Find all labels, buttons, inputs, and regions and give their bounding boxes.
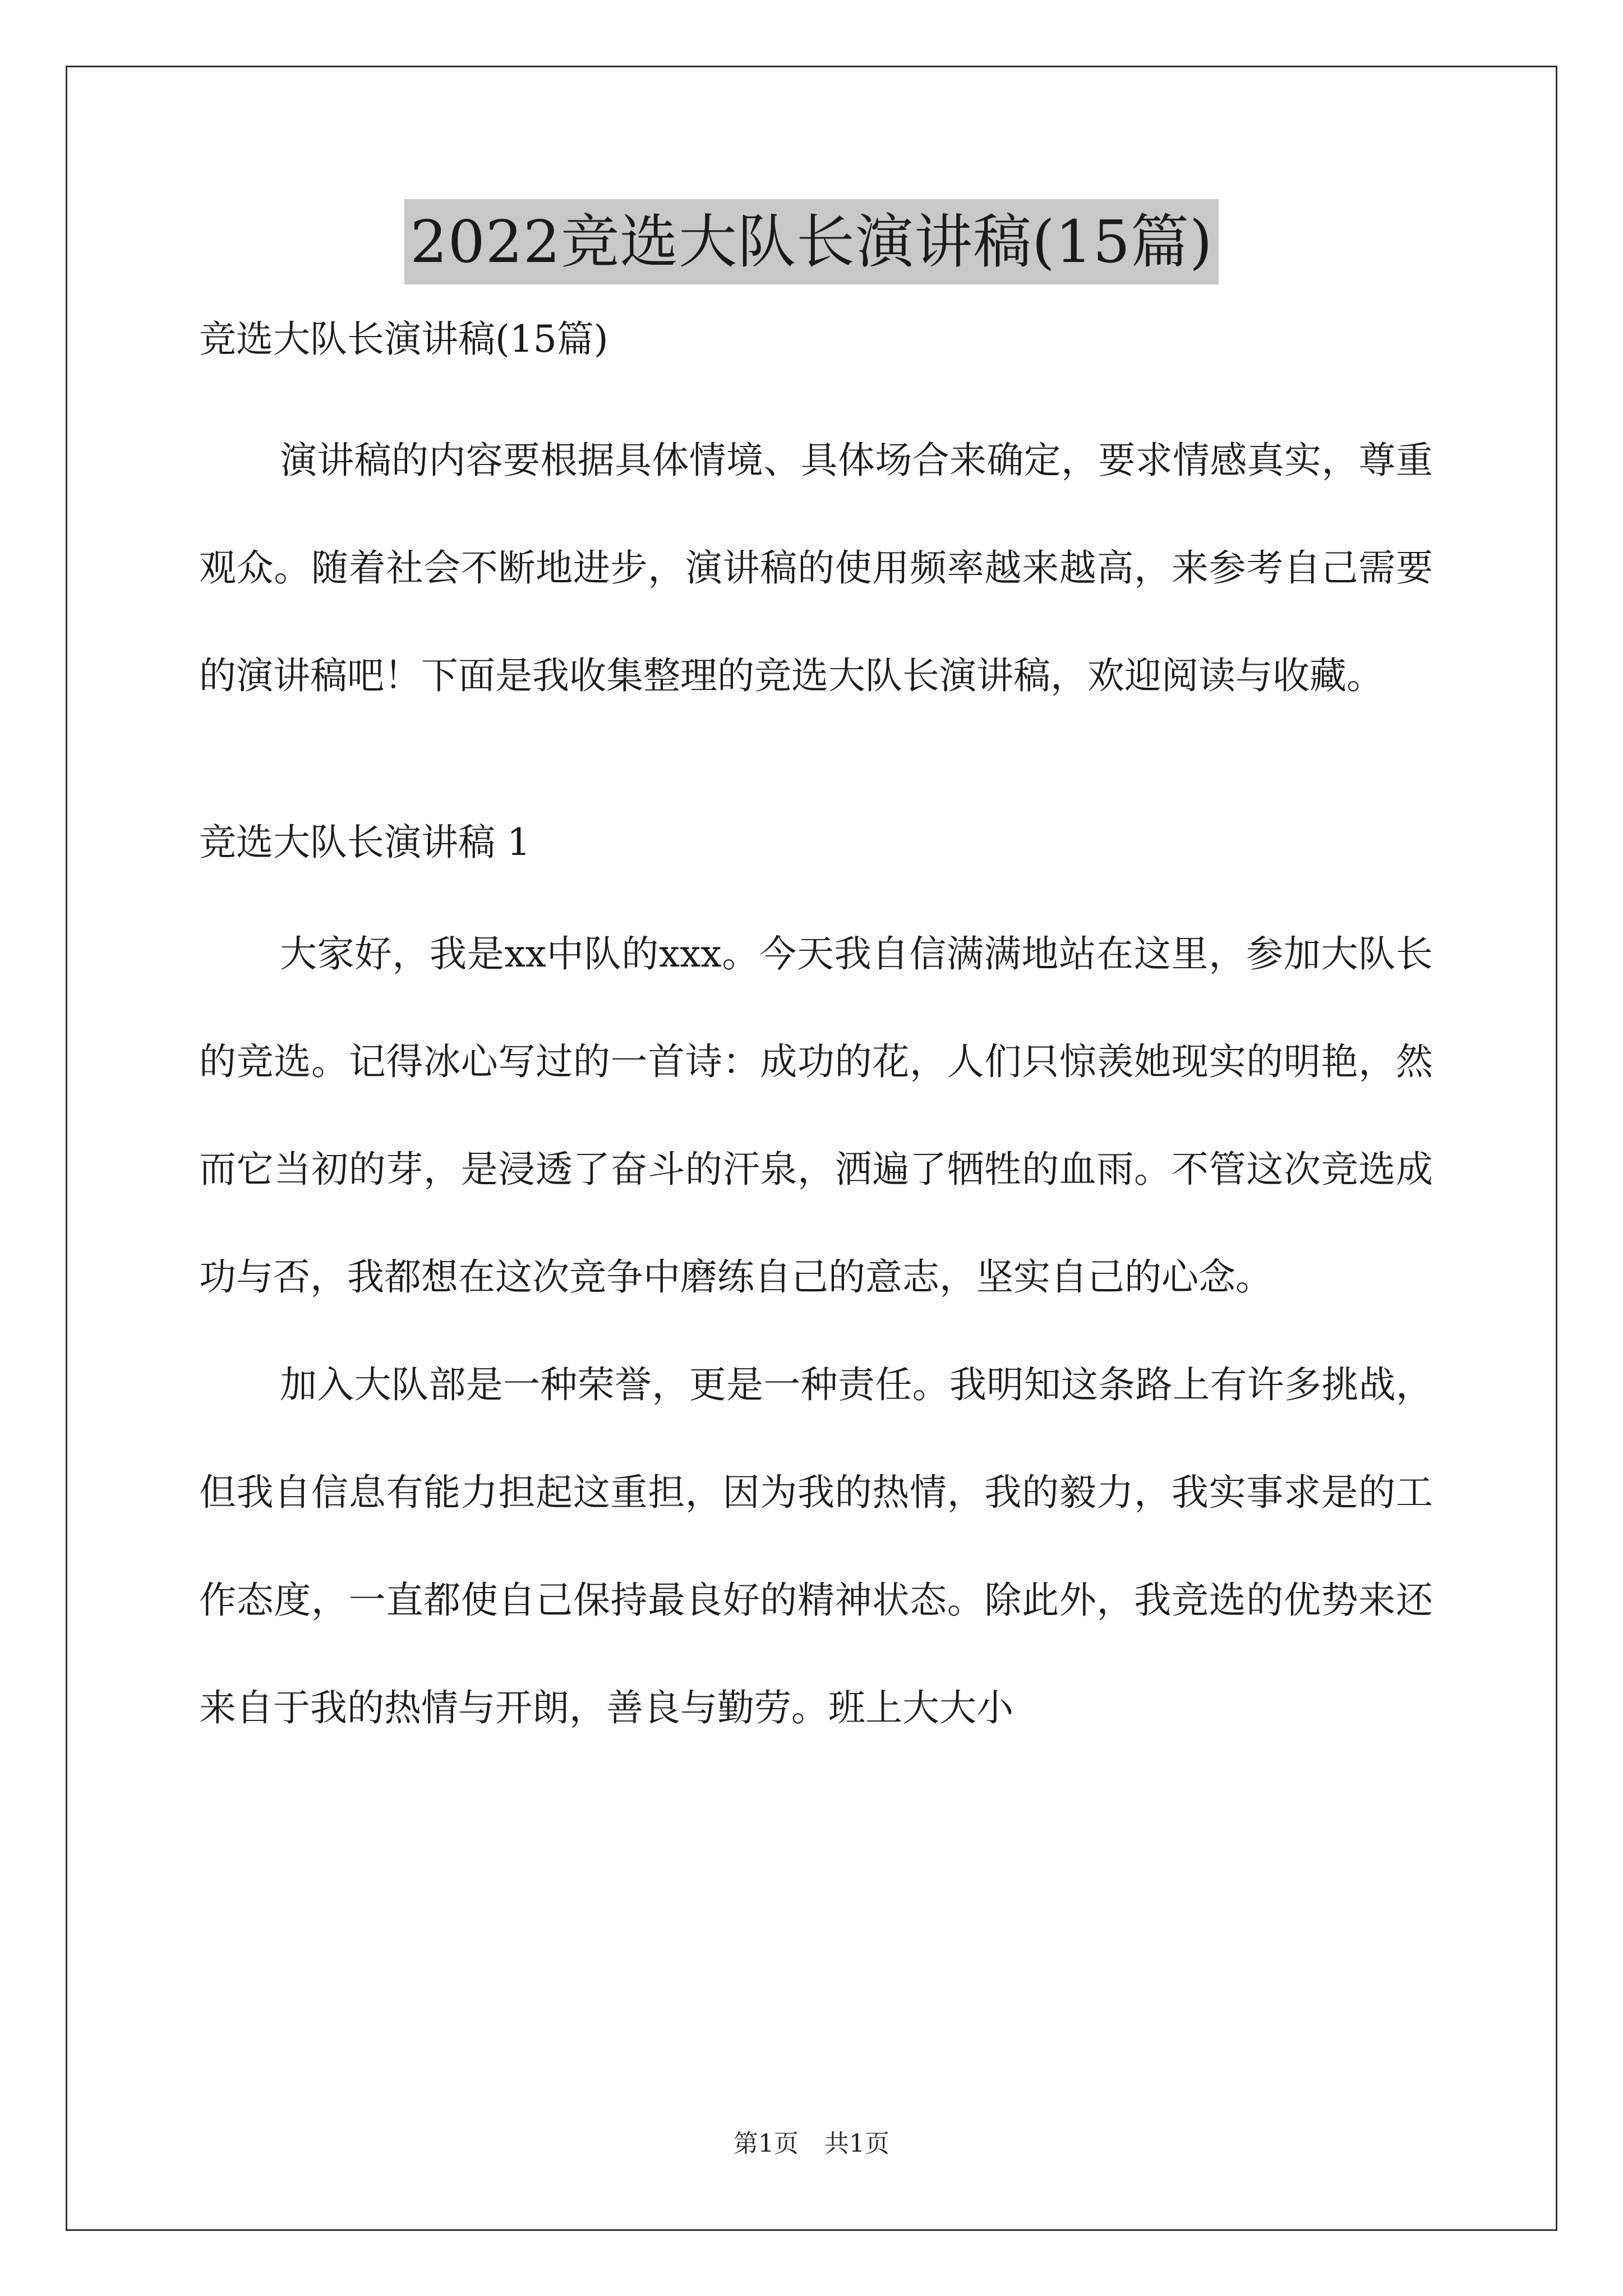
page-number: 第1页: [734, 2129, 799, 2158]
section-heading: 竞选大队长演讲稿 1: [199, 821, 531, 864]
document-title: 2022竞选大队长演讲稿(15篇): [404, 199, 1218, 284]
section-spacer: [199, 730, 1433, 812]
page-total: 共1页: [824, 2129, 889, 2158]
page-footer: [0, 2123, 1623, 2159]
document-subtitle: 竞选大队长演讲稿(15篇): [199, 318, 608, 361]
document-body: [199, 311, 1433, 1762]
title-container: [0, 199, 1623, 284]
body-paragraph-2: 加入大队部是一种荣誉，更是一种责任。我明知这条路上有许多挑战，但我自信息有能力担起这重担，因为我的热情，我的毅力，我实事求是的工作态度，一直都使自己保持最良好的精神状态。除此外，我竞选的优势来还来自于我的热情与开朗，善良与勤劳。班上大大小: [199, 1363, 1433, 1729]
intro-paragraph: 演讲稿的内容要根据具体情境、具体场合来确定，要求情感真实，尊重观众。随着社会不断地进步，演讲稿的使用频率越来越高，来参考自己需要的演讲稿吧！下面是我收集整理的竞选大队长演讲稿，欢迎阅读与收藏。: [199, 439, 1433, 697]
body-paragraph-1: 大家好，我是xx中队的xxx。今天我自信满满地站在这里，参加大队长的竞选。记得冰心写过的一首诗：成功的花，人们只惊羡她现实的明艳，然而它当初的芽，是浸透了奋斗的汗泉，洒遍了牺牲的血雨。不管这次竞选成功与否，我都想在这次竞争中磨练自己的意志，坚实自己的心念。: [199, 932, 1433, 1299]
